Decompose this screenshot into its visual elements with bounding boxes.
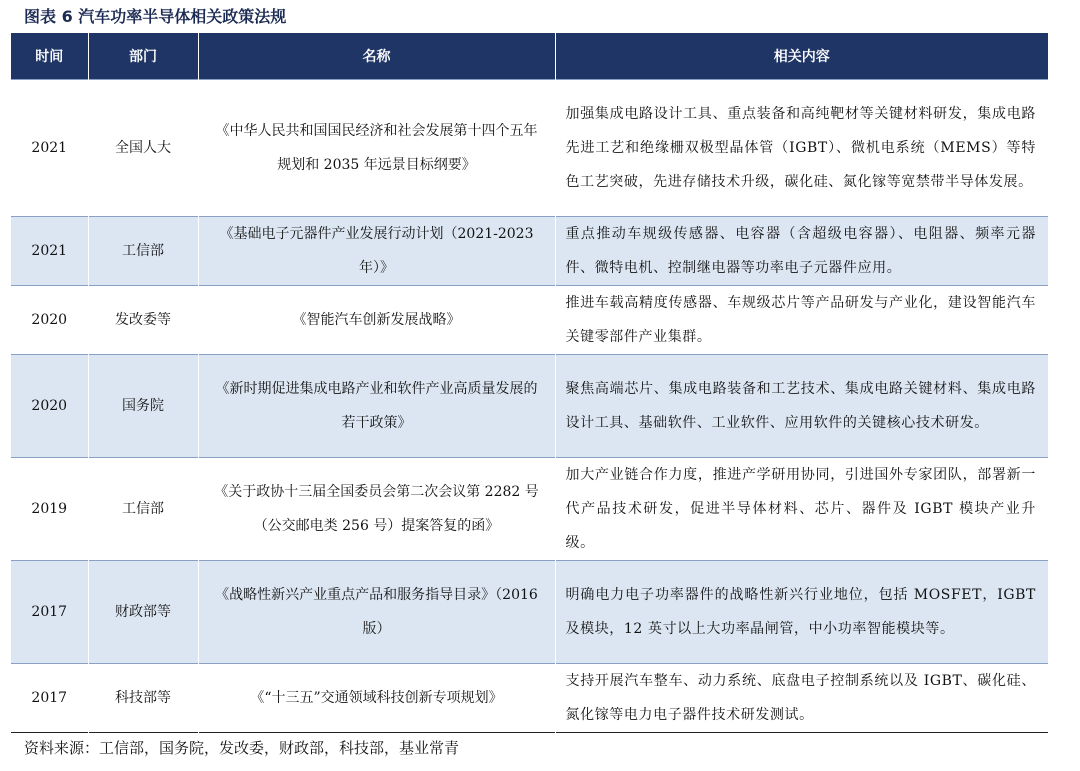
- row-year: 2020: [31, 312, 68, 328]
- header-name: 名称: [198, 33, 555, 80]
- row-department: 工信部: [88, 458, 198, 561]
- row-policy-name: 《新时期促进集成电路产业和软件产业高质量发展的若干政策》: [198, 355, 555, 458]
- row-department: 财政部等: [88, 561, 198, 664]
- row-policy-name: 《战略性新兴产业重点产品和服务指导目录》（2016 版）: [198, 561, 555, 664]
- header-department: 部门: [88, 33, 198, 80]
- row-year: 2017: [31, 690, 68, 706]
- row-content: 明确电力电子功率器件的战略性新兴行业地位，包括 MOSFET，IGBT 及模块，12 英寸以上大功率晶闸管，中小功率智能模块等。: [555, 561, 1048, 664]
- row-year: 2019: [31, 501, 68, 517]
- row-content: 加强集成电路设计工具、重点装备和高纯靶材等关键材料研发，集成电路先进工艺和绝缘栅双极型晶体管（IGBT）、微机电系统（MEMS）等特色工艺突破，先进存储技术升级，碳化硅、氮化镓等宽禁带半导体发展。: [555, 80, 1048, 217]
- row-department: 国务院: [88, 355, 198, 458]
- row-policy-name: 《“十三五”交通领域科技创新专项规划》: [198, 664, 555, 733]
- row-policy-name: 《智能汽车创新发展战略》: [198, 286, 555, 355]
- row-content: 重点推动车规级传感器、电容器（含超级电容器）、电阻器、频率元器件、微特电机、控制继电器等功率电子元器件应用。: [555, 217, 1048, 286]
- row-year: 2017: [11, 561, 88, 664]
- row-policy-name: 《基础电子元器件产业发展行动计划（2021-2023 年）》: [198, 217, 555, 286]
- row-content: 支持开展汽车整车、动力系统、底盘电子控制系统以及 IGBT、碳化硅、氮化镓等电力电子器件技术研发测试。: [555, 664, 1048, 733]
- table-row: [11, 286, 1048, 355]
- policy-table: [11, 33, 1048, 733]
- row-department: 全国人大: [88, 80, 198, 217]
- row-department: 工信部: [88, 217, 198, 286]
- source-note: 资料来源：工信部，国务院，发改委，财政部，科技部，基业常青: [24, 739, 460, 757]
- row-policy-name: 《关于政协十三届全国委员会第二次会议第 2282 号（公交邮电类 256 号）提案答复的函》: [198, 458, 555, 561]
- table-row: [11, 217, 1048, 286]
- table-row: [11, 80, 1048, 217]
- table-row: [11, 561, 1048, 664]
- row-content: 聚焦高端芯片、集成电路装备和工艺技术、集成电路关键材料、集成电路设计工具、基础软件、工业软件、应用软件的关键核心技术研发。: [555, 355, 1048, 458]
- figure-title: 图表 6 汽车功率半导体相关政策法规: [24, 7, 287, 26]
- table-row: [11, 664, 1048, 733]
- row-year: 2021: [31, 140, 68, 156]
- row-department: 科技部等: [88, 664, 198, 733]
- table-row: [11, 355, 1048, 458]
- row-policy-name: 《中华人民共和国国民经济和社会发展第十四个五年规划和 2035 年远景目标纲要》: [198, 80, 555, 217]
- row-content: 加大产业链合作力度，推进产学研用协同，引进国外专家团队，部署新一代产品技术研发，促进半导体材料、芯片、器件及 IGBT 模块产业升级。: [555, 458, 1048, 561]
- header-content: 相关内容: [555, 33, 1048, 80]
- row-department: 发改委等: [88, 286, 198, 355]
- header-time: 时间: [11, 33, 88, 80]
- row-year: 2020: [11, 355, 88, 458]
- table-header-row: [11, 33, 1048, 80]
- row-year: 2021: [11, 217, 88, 286]
- table-row: [11, 458, 1048, 561]
- row-content: 推进车载高精度传感器、车规级芯片等产品研发与产业化，建设智能汽车关键零部件产业集群。: [555, 286, 1048, 355]
